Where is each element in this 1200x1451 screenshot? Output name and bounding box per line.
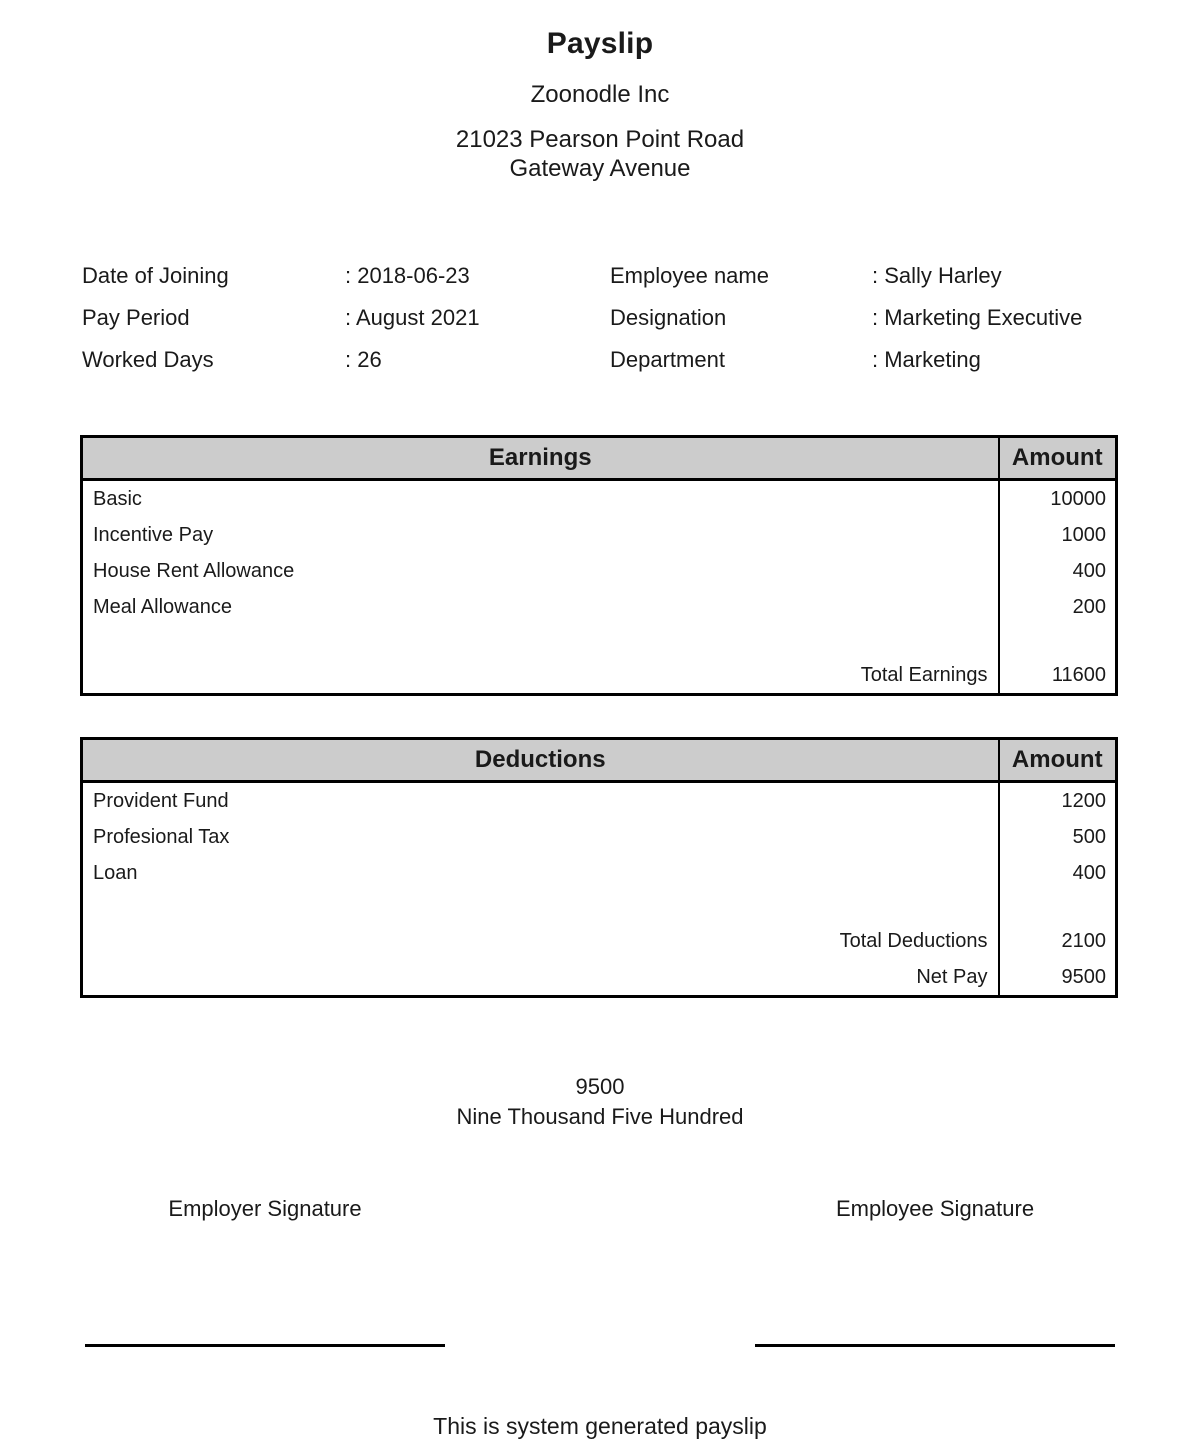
signature-labels [0, 1196, 1200, 1222]
net-pay-amount: 9500 [1061, 966, 1106, 988]
earnings-header-row [82, 437, 1117, 480]
department-value: : Marketing [872, 347, 981, 372]
employee-signature-line [755, 1344, 1115, 1347]
deductions-amount-header: Amount [999, 739, 1117, 782]
earnings-header: Earnings [82, 437, 999, 480]
table-spacer-row [82, 891, 1117, 923]
system-generated-note: This is system generated payslip [433, 1413, 767, 1439]
total-deductions-amount: 2100 [1061, 930, 1106, 952]
earning-amount: 200 [1072, 596, 1106, 618]
earning-amount: 10000 [1050, 488, 1106, 510]
net-pay-row [82, 959, 1117, 997]
employee-signature-label: Employee Signature [835, 1196, 1035, 1221]
table-row [82, 553, 1117, 589]
earning-label: Incentive Pay [82, 517, 999, 553]
table-row [82, 480, 1117, 518]
deduction-amount: 500 [1072, 826, 1106, 848]
total-earnings-label: Total Earnings [82, 657, 999, 695]
pay-period-label: Pay Period [82, 305, 190, 330]
table-row [82, 855, 1117, 891]
deductions-table [80, 737, 1118, 998]
date-of-joining-label: Date of Joining [82, 263, 229, 288]
table-row [82, 517, 1117, 553]
designation-label: Designation [610, 305, 727, 330]
date-of-joining-value: : 2018-06-23 [345, 263, 470, 288]
company-address [0, 125, 1200, 183]
net-pay-summary [0, 1072, 1200, 1132]
deduction-label: Loan [82, 855, 999, 891]
total-earnings-amount: 11600 [1051, 664, 1106, 686]
earnings-table [80, 435, 1118, 696]
deduction-amount: 1200 [1061, 790, 1106, 812]
company-name: Zoonodle Inc [530, 81, 670, 108]
document-header [0, 0, 1200, 183]
total-earnings-row [82, 657, 1117, 695]
deductions-header: Deductions [82, 739, 999, 782]
employer-signature-label: Employer Signature [168, 1196, 362, 1221]
net-pay-numeric: 9500 [575, 1074, 625, 1099]
total-deductions-label: Total Deductions [82, 923, 999, 959]
net-pay-words: Nine Thousand Five Hundred [456, 1104, 744, 1129]
pay-period-value: : August 2021 [345, 305, 480, 330]
table-row [82, 782, 1117, 820]
earning-label: House Rent Allowance [82, 553, 999, 589]
deduction-label: Provident Fund [82, 782, 999, 820]
table-row [82, 819, 1117, 855]
earning-label: Meal Allowance [82, 589, 999, 625]
earning-label: Basic [82, 480, 999, 518]
total-deductions-row [82, 923, 1117, 959]
employee-info-section [0, 263, 1200, 373]
deduction-label: Profesional Tax [82, 819, 999, 855]
signature-lines [0, 1344, 1200, 1347]
designation-value: : Marketing Executive [872, 305, 1083, 330]
net-pay-label: Net Pay [82, 959, 999, 997]
page-title: Payslip [546, 27, 654, 60]
address-line-1: 21023 Pearson Point Road [455, 126, 745, 153]
deduction-amount: 400 [1072, 862, 1106, 884]
employee-name-label: Employee name [610, 263, 769, 288]
table-row [82, 589, 1117, 625]
employee-name-value: : Sally Harley [872, 263, 1002, 288]
employee-info-left [82, 263, 610, 373]
worked-days-value: : 26 [345, 347, 382, 372]
earning-amount: 400 [1072, 560, 1106, 582]
worked-days-label: Worked Days [82, 347, 214, 372]
earning-amount: 1000 [1061, 524, 1106, 546]
department-label: Department [610, 347, 725, 372]
employee-info-right [610, 263, 1140, 373]
employer-signature-line [85, 1344, 445, 1347]
earnings-amount-header: Amount [999, 437, 1117, 480]
table-spacer-row [82, 625, 1117, 657]
address-line-2: Gateway Avenue [509, 155, 691, 182]
deductions-header-row [82, 739, 1117, 782]
